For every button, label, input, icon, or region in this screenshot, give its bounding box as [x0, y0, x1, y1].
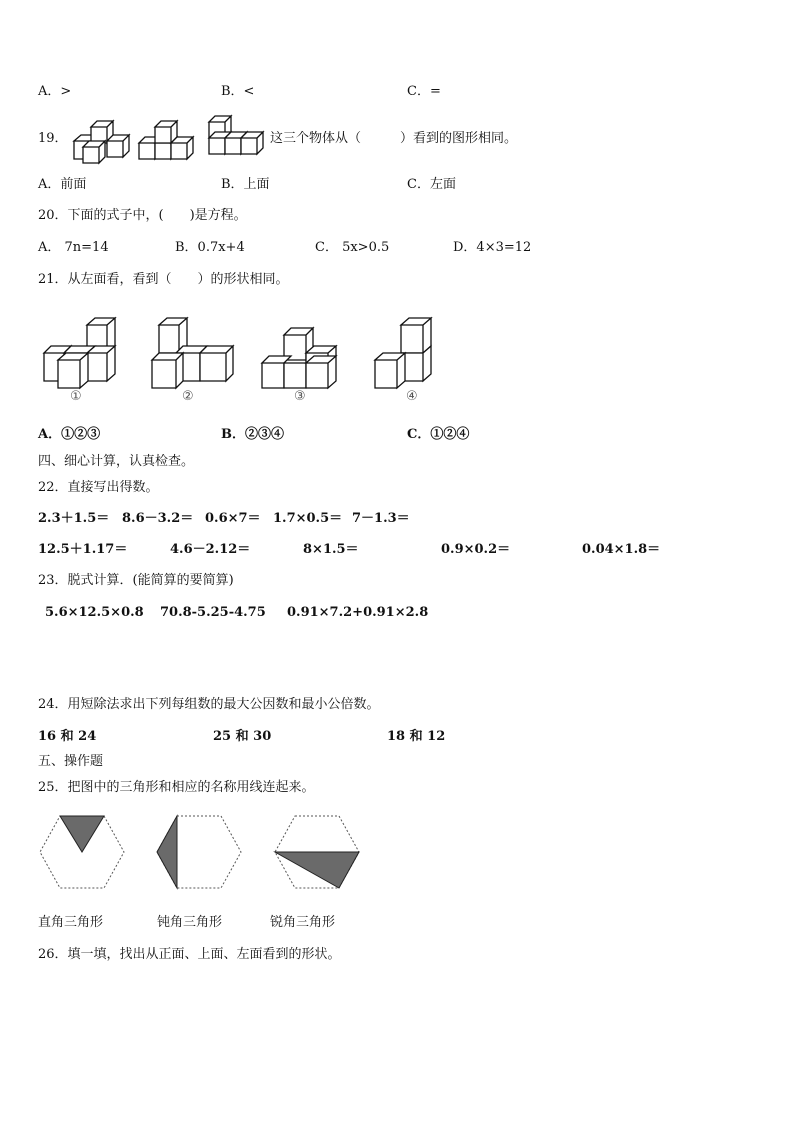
q20-option-d[interactable]: D．4×3=12 [453, 240, 532, 255]
q21-figure-3 [260, 326, 348, 388]
q21-label-2: ② [182, 389, 194, 404]
q22-item: 7－1.3＝ [352, 511, 410, 526]
q21-stem: 21．从左面看，看到（ ）的形状相同。 [38, 272, 289, 287]
q21-figure-2 [150, 316, 236, 388]
q21-option-b[interactable]: B．②③④ [221, 427, 284, 442]
q24-item: 18 和 12 [387, 729, 446, 744]
q25-label-right-triangle: 直角三角形 [38, 915, 104, 930]
q19-option-a[interactable]: A．前面 [38, 177, 87, 192]
q19-figure-2 [137, 117, 197, 167]
q22-item: 0.9×0.2＝ [441, 542, 511, 557]
q18-option-a[interactable]: A．> [38, 84, 72, 99]
q21-label-3: ③ [294, 389, 306, 404]
q19-figure-3 [207, 112, 269, 162]
q19-option-b[interactable]: B．上面 [221, 177, 270, 192]
q22-item: 0.6×7＝ [205, 511, 261, 526]
q25-hexagon-1 [38, 814, 126, 890]
q24-item: 25 和 30 [213, 729, 272, 744]
q22-item: 8.6－3.2＝ [122, 511, 194, 526]
q26-stem: 26．填一填，找出从正面、上面、左面看到的形状。 [38, 947, 341, 962]
q22-item: 12.5＋1.17＝ [38, 542, 128, 557]
q25-hexagon-3 [273, 814, 361, 890]
q19-number: 19． [38, 131, 68, 146]
q18-option-b[interactable]: B．< [221, 84, 255, 99]
q20-option-b[interactable]: B．0.7x+4 [175, 240, 245, 255]
q21-label-4: ④ [406, 389, 418, 404]
q22-item: 1.7×0.5＝ [273, 511, 343, 526]
section-4-heading: 四、细心计算，认真检查。 [38, 454, 195, 469]
q25-stem: 25．把图中的三角形和相应的名称用线连起来。 [38, 780, 315, 795]
q20-stem: 20．下面的式子中，( )是方程。 [38, 208, 247, 223]
q22-item: 8×1.5＝ [303, 542, 359, 557]
q20-option-c[interactable]: C． 5x>0.5 [315, 240, 390, 255]
q22-stem: 22．直接写出得数。 [38, 480, 159, 495]
q19-figure-1 [72, 117, 132, 167]
section-5-heading: 五、操作题 [38, 754, 104, 769]
q20-option-a[interactable]: A． 7n=14 [38, 240, 109, 255]
q19-stem: 这三个物体从（ ）看到的图形相同。 [270, 131, 518, 146]
q21-option-c[interactable]: C．①②④ [407, 427, 470, 442]
q23-stem: 23．脱式计算．(能简算的要简算) [38, 573, 234, 588]
q25-label-acute-triangle: 锐角三角形 [270, 915, 336, 930]
q19-option-c[interactable]: C．左面 [407, 177, 456, 192]
q21-figure-1 [42, 316, 122, 388]
q23-item: 0.91×7.2+0.91×2.8 [287, 605, 429, 620]
q24-stem: 24．用短除法求出下列每组数的最大公因数和最小公倍数。 [38, 697, 380, 712]
q24-item: 16 和 24 [38, 729, 97, 744]
q18-option-c[interactable]: C．= [407, 84, 441, 99]
q23-item: 70.8-5.25-4.75 [160, 605, 266, 620]
q21-figure-4 [373, 316, 437, 388]
q22-item: 2.3＋1.5＝ [38, 511, 110, 526]
q21-option-a[interactable]: A．①②③ [38, 427, 101, 442]
q22-item: 0.04×1.8＝ [582, 542, 661, 557]
q25-label-obtuse-triangle: 钝角三角形 [157, 915, 223, 930]
q22-item: 4.6－2.12＝ [170, 542, 251, 557]
q25-hexagon-2 [155, 814, 243, 890]
q21-label-1: ① [70, 389, 82, 404]
q23-item: 5.6×12.5×0.8 [45, 605, 144, 620]
